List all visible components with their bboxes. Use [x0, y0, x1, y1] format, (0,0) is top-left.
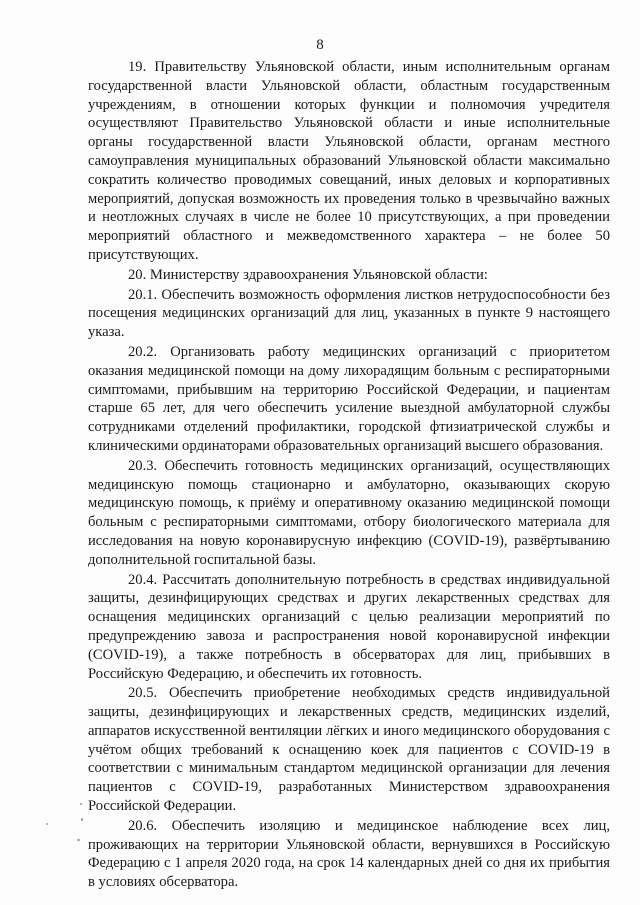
paragraph-20-4: 20.4. Рассчитать дополнительную потребность в средствах индивидуальной защиты, дезинфицирующих средствах и других лекарственных средствах для оснащения медицинских организаций с целью реализации мероприятий по предупреждению завоза и распространения новой коронавирусной инфекции (COVID-19), а также потребность в обсерваторах для лиц, прибывших в Российскую Федерацию, и обеспечить их готовность.: [88, 571, 610, 682]
paragraph-20-3: 20.3. Обеспечить готовность медицинских организаций, осуществляющих медицинскую помощь стационарно и амбулаторно, оказывающих скорую медицинскую помощь, к приёму и оперативному оказанию медицинской помощи больным с респираторными симптомами, отбору биологического материала для исследования на новую коронавирусную инфекцию (COVID-19), развёртыванию дополнительной госпитальной базы.: [88, 457, 610, 568]
paragraph-19: 19. Правительству Ульяновской области, иным исполнительным органам государственной власти Ульяновской области, областным государственным учреждениям, в отношении которых функции и полномочия учредителя осуществляют Правительство Ульяновской области и иные исполнительные органы государственной власти Ульяновской области, органам местного самоуправления муниципальных образований Ульяновской области максимально сократить количество проводимых совещаний, иных деловых и корпоративных мероприятий, допуская возможность их проведения только в чрезвычайно важных и неотложных случаях в числе не более 10 присутствующих, а при проведении мероприятий областного и межведомственного характера – не более 50 присутствующих.: [88, 59, 610, 263]
scan-mark: [77, 839, 80, 841]
paragraph-20: 20. Министерству здравоохранения Ульяновской области:: [128, 266, 488, 283]
scan-mark: [81, 818, 83, 821]
document-body: [88, 58, 610, 892]
scan-mark: [80, 803, 82, 805]
paragraph-20-6: 20.6. Обеспечить изоляцию и медицинское наблюдение всех лиц, проживающих на территории Ульяновской области, вернувшихся в Российскую Федерацию с 1 апреля 2020 года, на срок 14 календарных дней со дня их прибытия в условиях обсерватора.: [88, 817, 610, 891]
scan-mark: [46, 823, 48, 825]
paragraph-20-2: 20.2. Организовать работу медицинских организаций с приоритетом оказания медицинской помощи на дому лихорадящим больным с респираторными симптомами, прибывшим на территорию Российской Федерации, и пациентам старше 65 лет, для чего обеспечить усиление выездной амбулаторной службы сотрудниками отделений профилактики, городской фтизиатрической службы и клиническими ординаторами образовательных организаций высшего образования.: [88, 343, 610, 454]
paragraph-20-1: 20.1. Обеспечить возможность оформления листков нетрудоспособности без посещения медицинских организаций для лиц, указанных в пункте 9 настоящего указа.: [88, 286, 610, 341]
page-number: 8: [316, 37, 324, 53]
paragraph-20-5: 20.5. Обеспечить приобретение необходимых средств индивидуальной защиты, дезинфицирующих и лекарственных средств, медицинских изделий, аппаратов искусственной вентиляции лёгких и иного медицинского оборудования с учётом общих требований к оснащению коек для пациентов с COVID-19 в соответствии с минимальным стандартом медицинской организации для лечения пациентов с COVID-19, разработанных Министерством здравоохранения Российской Федерации.: [88, 685, 610, 815]
